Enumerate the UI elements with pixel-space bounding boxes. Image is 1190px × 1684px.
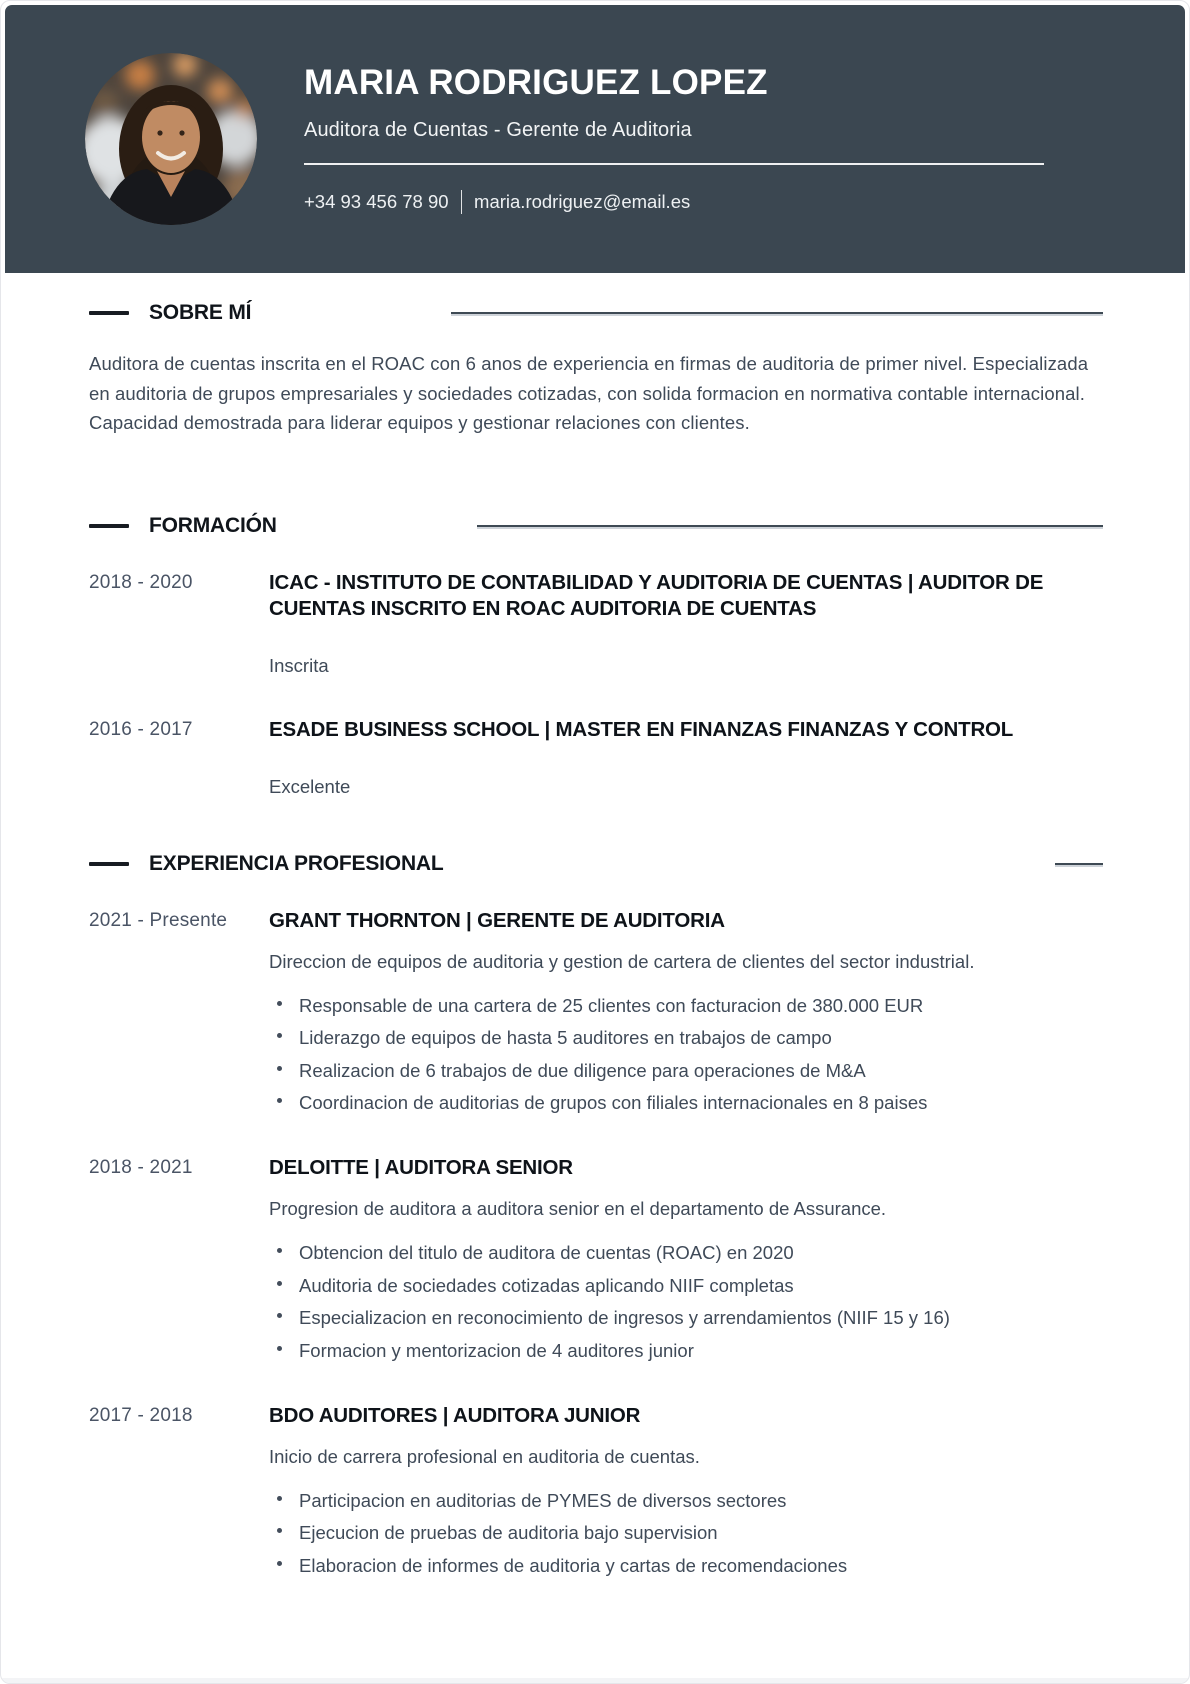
page-bottom-edge <box>1 1678 1189 1683</box>
entry-summary: Progresion de auditora a auditora senior en el departamento de Assurance. <box>269 1198 887 1220</box>
phone-number: +34 93 456 78 90 <box>304 191 449 213</box>
bullet-dot <box>277 1033 282 1038</box>
section-education <box>89 514 1103 798</box>
heading-dash <box>89 524 129 528</box>
heading-rule <box>1055 863 1103 865</box>
experience-entry <box>89 908 1103 1116</box>
entry-title: ICAC - INSTITUTO DE CONTABILIDAD Y AUDITORIA DE CUENTAS | AUDITOR DE CUENTAS INSCRITO EN ROAC AUDITORIA DE CUENTAS <box>269 570 1044 620</box>
education-entry <box>89 570 1103 677</box>
entry-title: ESADE BUSINESS SCHOOL | MASTER EN FINANZAS FINANZAS Y CONTROL <box>269 717 1014 741</box>
bullet-item <box>277 1489 1103 1513</box>
entry-note: Inscrita <box>269 654 329 676</box>
education-entry <box>89 717 1103 798</box>
person-name: MARIA RODRIGUEZ LOPEZ <box>304 62 768 102</box>
entry-body <box>269 570 1103 677</box>
entry-summary: Direccion de equipos de auditoria y gestion de cartera de clientes del sector industrial. <box>269 950 975 972</box>
bullet-text: Realizacion de 6 trabajos de due diligence para operaciones de M&A <box>299 1059 866 1081</box>
job-title: Auditora de Cuentas - Gerente de Auditoria <box>304 119 692 142</box>
email-address: maria.rodriguez@email.es <box>474 191 691 213</box>
cv-body <box>5 273 1185 1578</box>
education-heading-row <box>89 514 1103 538</box>
bullet-dot <box>277 1066 282 1071</box>
entry-title: DELOITTE | AUDITORA SENIOR <box>269 1156 573 1180</box>
entry-dates: 2016 - 2017 <box>89 718 193 740</box>
section-experience <box>89 852 1103 1578</box>
entry-summary: Inicio de carrera profesional en auditoria de cuentas. <box>269 1445 700 1467</box>
bullet-text: Liderazgo de equipos de hasta 5 auditores en trabajos de campo <box>299 1027 832 1049</box>
about-paragraph: Auditora de cuentas inscrita en el ROAC con 6 anos de experiencia en firmas de auditoria de primer nivel. Especializada en auditoria de grupos empresariales y sociedades cotizadas, con solida formacion en normativa contable internacional. Capacidad demostrada para liderar equipos y gestionar relaciones con clientes. <box>89 353 1089 434</box>
experience-entry <box>89 1403 1103 1578</box>
bullet-item <box>277 1241 1103 1265</box>
header <box>5 5 1185 273</box>
header-divider <box>304 163 1044 165</box>
bullet-item <box>277 1026 1103 1050</box>
experience-heading-row <box>89 852 1103 876</box>
bullet-item <box>277 994 1103 1018</box>
bullet-item <box>277 1554 1103 1578</box>
header-text-block <box>304 64 1044 215</box>
contact-line <box>304 190 1044 214</box>
bullet-item <box>277 1274 1103 1298</box>
heading-dash <box>89 311 129 315</box>
bullet-dot <box>277 1248 282 1253</box>
bullet-item <box>277 1521 1103 1545</box>
entry-body <box>269 1403 1103 1578</box>
entry-body <box>269 1155 1103 1363</box>
entry-dates: 2018 - 2020 <box>89 571 193 593</box>
entry-dates: 2021 - Presente <box>89 909 228 931</box>
bullet-text: Participacion en auditorias de PYMES de diversos sectores <box>299 1489 787 1511</box>
bullet-item <box>277 1339 1103 1363</box>
education-entries <box>89 570 1103 798</box>
bullet-text: Coordinacion de auditorias de grupos con filiales internacionales en 8 paises <box>299 1092 928 1114</box>
bullet-dot <box>277 1496 282 1501</box>
heading-rule <box>477 525 1103 527</box>
heading-dash <box>89 862 129 866</box>
heading-rule <box>451 312 1103 314</box>
experience-entries <box>89 908 1103 1578</box>
entry-dates: 2017 - 2018 <box>89 1404 193 1426</box>
entry-body <box>269 717 1103 798</box>
bullet-text: Responsable de una cartera de 25 clientes con facturacion de 380.000 EUR <box>299 994 924 1016</box>
about-heading: SOBRE MÍ <box>149 301 252 324</box>
entry-dates: 2018 - 2021 <box>89 1157 193 1179</box>
bullet-dot <box>277 1561 282 1566</box>
bullet-dot <box>277 1528 282 1533</box>
profile-photo-image <box>85 53 257 225</box>
section-about <box>89 301 1103 438</box>
experience-entry <box>89 1155 1103 1363</box>
bullet-item <box>277 1059 1103 1083</box>
profile-photo <box>85 53 257 225</box>
entry-title: BDO AUDITORES | AUDITORA JUNIOR <box>269 1403 641 1427</box>
bullet-list <box>269 1489 1103 1578</box>
bullet-list <box>269 1241 1103 1363</box>
about-heading-row <box>89 301 1103 325</box>
bullet-dot <box>277 1281 282 1286</box>
bullet-item <box>277 1091 1103 1115</box>
bullet-item <box>277 1306 1103 1330</box>
entry-title: GRANT THORNTON | GERENTE DE AUDITORIA <box>269 908 725 932</box>
bullet-text: Obtencion del titulo de auditora de cuentas (ROAC) en 2020 <box>299 1242 794 1264</box>
bullet-text: Ejecucion de pruebas de auditoria bajo supervision <box>299 1522 718 1544</box>
bullet-dot <box>277 1098 282 1103</box>
bullet-text: Elaboracion de informes de auditoria y cartas de recomendaciones <box>299 1554 848 1576</box>
bullet-text: Auditoria de sociedades cotizadas aplicando NIIF completas <box>299 1274 794 1296</box>
bullet-dot <box>277 1346 282 1351</box>
experience-heading: EXPERIENCIA PROFESIONAL <box>149 851 444 875</box>
bullet-list <box>269 994 1103 1116</box>
bullet-text: Especializacion en reconocimiento de ingresos y arrendamientos (NIIF 15 y 16) <box>299 1307 950 1329</box>
entry-body <box>269 908 1103 1116</box>
bullet-dot <box>277 1001 282 1006</box>
bullet-dot <box>277 1313 282 1318</box>
education-heading: FORMACIÓN <box>149 513 277 537</box>
entry-note: Excelente <box>269 775 351 797</box>
contact-separator <box>461 190 463 214</box>
bullet-text: Formacion y mentorizacion de 4 auditores junior <box>299 1339 694 1361</box>
